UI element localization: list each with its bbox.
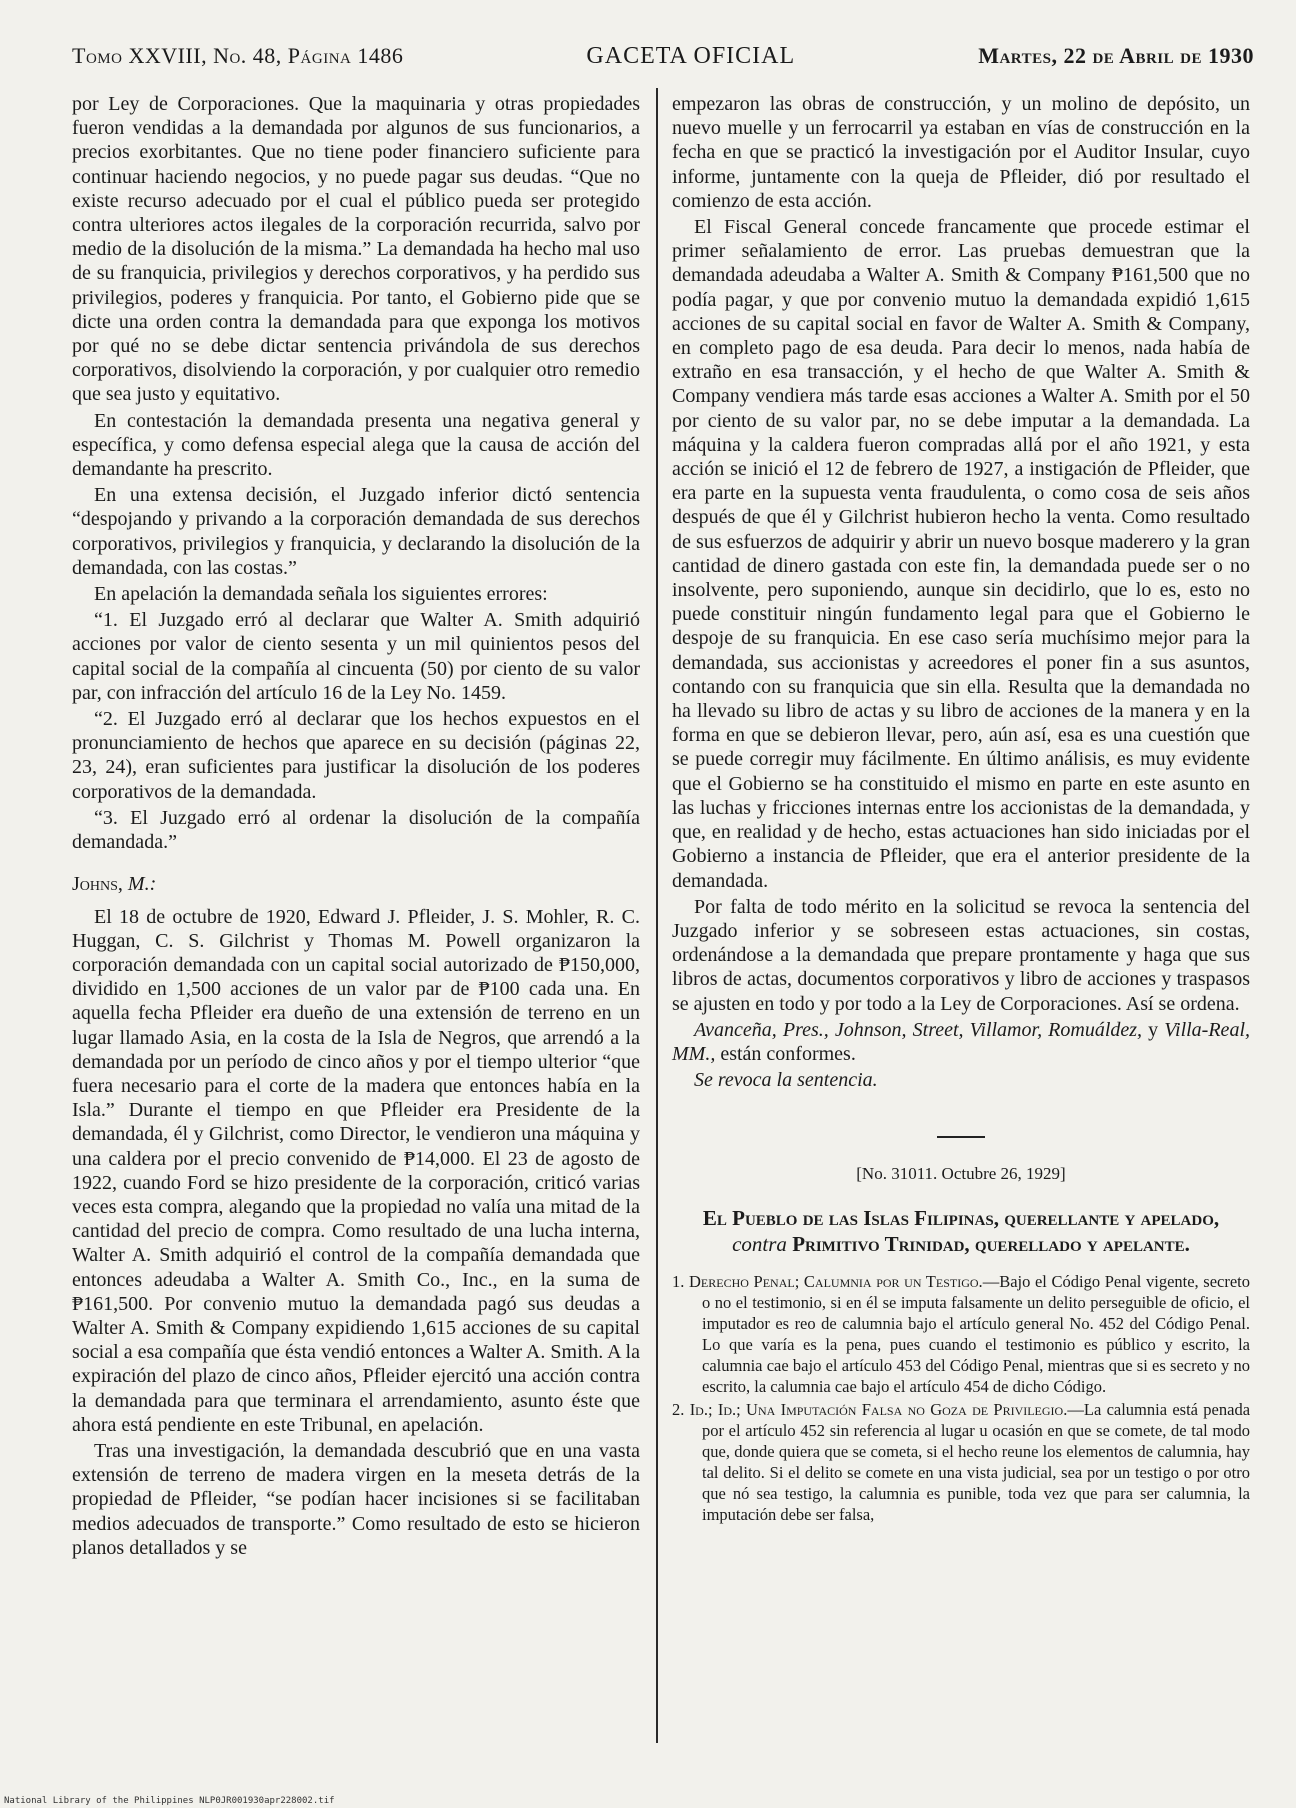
syllabus <box>672 1271 1250 1525</box>
scan-footer: National Library of the Philippines NLP0JR001930apr228002.tif <box>4 1796 335 1806</box>
judge-title: M.: <box>127 873 157 896</box>
syllabus-text: —Bajo el Código Penal vigente, secreto o no el testimonio, si en él se imputa falsamente un delito perseguible de oficio, el imputador es reo de calumnia bajo el artículo general No. 452 del Código Penal. Lo que varía es la pena, pues cuando el testimonio es público y escrito, la calumnia cae bajo el artículo 453 del Código Penal, mientras que si es secreto y no escrito, la calumnia cae bajo el artículo 454 de dicho Código. <box>702 1271 1251 1396</box>
page-header <box>72 38 1254 74</box>
judge-attribution <box>72 872 640 896</box>
syllabus-number: 1. <box>672 1271 685 1291</box>
error-assignment: “2. El Juzgado erró al declarar que los hechos expuestos en el pronunciamiento de hechos que aparece en su decisión (páginas 22, 23, 24), eran suficientes para justificar la disolución de los poderes corporativos de la demandada. <box>72 708 640 803</box>
judge-name: Johns, <box>72 873 123 896</box>
concurring-justices <box>672 1018 1250 1066</box>
paragraph: por Ley de Corporaciones. Que la maquinaria y otras propiedades fueron vendidas a la demandada por algunos de sus funcionarios, a precios exorbitantes. Que no tiene poder financiero suficiente para continuar haciendo negocios, y no puede pagar sus deudas. “Que no existe recurso adecuado por el cual el público pueda ser protegido contra ulteriores actos ilegales de la corporación recurrida, salvo por medio de la disolución de la misma.” La demandada ha hecho mal uso de su franquicia, privilegios y derechos corporativos, y ha perdido sus privilegios, poderes y franquicia. Por tanto, el Gobierno pide que se dicte una orden contra la demandada para que exponga los motivos por qué no se debe dictar sentencia privándola de sus derechos corporativos, disolviendo la corporación, y por cualquier otro remedio que sea justo y equitativo. <box>72 93 640 406</box>
paragraph: En contestación la demandada presenta una negativa general y específica, y como defensa especial alega que la causa de acción del demandante ha prescrito. <box>72 409 640 481</box>
syllabus-heading: Derecho Penal; Calumnia por un Testigo. <box>689 1271 983 1291</box>
paragraph: En apelación la demandada señala los siguientes errores: <box>94 583 548 606</box>
paragraph: En una extensa decisión, el Juzgado inferior dictó sentencia “despojando y privando a la corporación demandada de sus derechos corporativos, privilegios y franquicia, y declarando la disolución de la demandada, con las costas.” <box>72 484 640 579</box>
syllabus-heading: Id.; Id.; Una Imputación Falsa no Goza de Privilegio. <box>689 1399 1068 1419</box>
concurring-names: Avanceña, Pres., Johnson, Street, Villamor, Romuáldez, <box>694 1018 1143 1041</box>
decision-line: Se revoca la sentencia. <box>694 1069 878 1092</box>
case-title-contra: contra <box>732 1231 787 1256</box>
concurring-conjunction: y <box>1148 1018 1159 1041</box>
case-title-line2: Primitivo Trinidad, querellado y apelante. <box>792 1231 1190 1256</box>
case-title <box>672 1205 1250 1257</box>
syllabus-text: —La calumnia está penada por el artículo 452 sin referencia al lugar u ocasión en que se comete, de tal modo que, donde quiera que se cometa, si el hecho reune los elementos de calumnia, hay tal delito. Si el delito se comete en una vista judicial, sea por un testigo o por otro que nó sea testigo, la calumnia es punible, toda vez que para ser calumnia, la imputación debe ser falsa, <box>702 1399 1251 1524</box>
right-column <box>672 92 1250 1527</box>
paragraph: empezaron las obras de construcción, y un molino de depósito, un nuevo muelle y un ferrocarril ya estaban en vías de construcción en la fecha en que se practicó la investigación por el Auditor Insular, cuyo informe, juntamente con la queja de Pfleider, dió por resultado el comienzo de esta acción. <box>672 93 1250 212</box>
concurring-names-2: Villa-Real, MM., <box>672 1018 1250 1065</box>
header-volume: Tomo XXVIII, No. 48, Página 1486 <box>72 43 404 68</box>
syllabus-item <box>672 1271 1250 1397</box>
header-date: Martes, 22 de Abril de 1930 <box>978 43 1254 68</box>
column-divider <box>656 88 658 1743</box>
paragraph: El 18 de octubre de 1920, Edward J. Pfleider, J. S. Mohler, R. C. Huggan, C. S. Gilchrist y Thomas M. Powell organizaron la corporación demandada con un capital social autorizado de ₱150,000, dividido en 1,500 acciones de un valor par de ₱100 cada una. En aquella fecha Pfleider era dueño de una extensión de terreno en un lugar llamado Asia, en la costa de la Isla de Negros, que arrendó a la demandada por un período de cinco años y por el tiempo ulterior “que fuera necesario para el corte de la madera que entonces había en la Isla.” Durante el tiempo en que Pfleider era Presidente de la demandada, él y Gilchrist, como Director, le vendieron una máquina y una caldera por el precio convenido de ₱14,000. El 23 de agosto de 1922, cuando Ford se hizo presidente de la corporación, criticó varias veces esta compra, alegando que la propiedad no valía una mitad de la cantidad del precio de compra. Como resultado de una lucha interna, Walter A. Smith adquirió el control de la compañía demandada que entonces adeudaba a Walter A. Smith Co., Inc., en la suma de ₱161,500. Por convenio mutuo la demandada pagó sus deudas a Walter A. Smith & Company expidiendo 1,615 acciones de su capital social a esa compañía que ésta vendió entonces a Walter A. Smith. A la expiración del plazo de cinco años, Pfleider ejercitó una acción contra la demandada para que terminara el arrendamiento, asunto éste que ahora está pendiente en este Tribunal, en apelación. <box>72 905 640 1436</box>
header-publication-title: GACETA OFICIAL <box>586 42 796 69</box>
paragraph: El Fiscal General concede francamente que procede estimar el primer señalamiento de error. Las pruebas demuestran que la demandada adeudaba a Walter A. Smith & Company ₱161,500 que no podía pagar, y que por convenio mutuo la demandada expidió 1,615 acciones de su capital social en favor de Walter A. Smith & Company, en completo pago de esa deuda. Para decir lo menos, nada había de extraño en esa transacción, y el hecho de que Walter A. Smith & Company vendiera más tarde esas acciones a Walter A. Smith por el 50 por ciento de su valor par, no se debe imputar a la demandada. La máquina y la caldera fueron compradas allá por el año 1921, y esta acción se inició el 12 de febrero de 1927, a instigación de Pfleider, que era parte en la supuesta venta fraudulenta, o como cosa de seis años después de que él y Gilchrist hubieron hecho la venta. Como resultado de sus esfuerzos de adquirir y abrir un nuevo bosque maderero y la gran cantidad de dinero gastada con este fin, la demandada puede ser o no insolvente, pero suponiendo, aunque sin decidirlo, que lo es, esto no puede constituir ningún fundamento legal para que el Gobierno le despoje de su franquicia. En ese caso sería muchísimo mejor para la demandada, sus accionistas y acreedores el poner fin a sus asuntos, contando con su franquicia que sin ella. Resulta que la demandada no ha llevado su libro de actas y su libro de acciones de la manera y en la forma en que se debieron llevar, pero, aún así, esa es una cuestión que se puede corregir muy fácilmente. En último análisis, es muy evidente que el Gobierno se ha constituido el mismo en parte en este asunto en las luchas y fricciones internas entre los accionistas de la demandada, y que, en realidad y de hecho, estas actuaciones han sido iniciadas por el Gobierno a instancia de Pfleider, que era el anterior presidente de la demandada. <box>672 216 1250 892</box>
left-column <box>72 92 640 1562</box>
paragraph: Tras una investigación, la demandada descubrió que en una vasta extensión de terreno de madera virgen en la meseta detrás de la propiedad de Pfleider, “se podían hacer incisiones si se facilitaban medios adecuados de transporte.” Como resultado de esto se hicieron planos detallados y se <box>72 1439 640 1559</box>
paragraph: Por falta de todo mérito en la solicitud se revoca la sentencia del Juzgado inferior y se sobreseen estas actuaciones, sin costas, ordenándose a la demandada que prepare prontamente y haga que sus libros de actas, documentos corporativos y libro de acciones y traspasos se ajusten en todo y por todo a la Ley de Corporaciones. Así se ordena. <box>672 895 1250 1015</box>
case-number: [No. 31011. Octubre 26, 1929] <box>856 1164 1066 1184</box>
syllabus-item <box>672 1399 1250 1525</box>
error-assignment: “3. El Juzgado erró al ordenar la disolución de la compañía demandada.” <box>72 806 640 854</box>
case-title-line1: El Pueblo de las Islas Filipinas, querellante y apelado, <box>702 1205 1220 1230</box>
section-rule <box>937 1136 985 1138</box>
syllabus-number: 2. <box>672 1399 685 1419</box>
concurring-tail: están conformes. <box>720 1042 856 1065</box>
error-assignment: “1. El Juzgado erró al declarar que Walter A. Smith adquirió acciones por valor de ciento sesenta y un mil quinientos pesos del capital social de la compañía al cincuenta (50) por ciento de su valor par, con infracción del artículo 16 de la Ley No. 1459. <box>72 609 640 704</box>
